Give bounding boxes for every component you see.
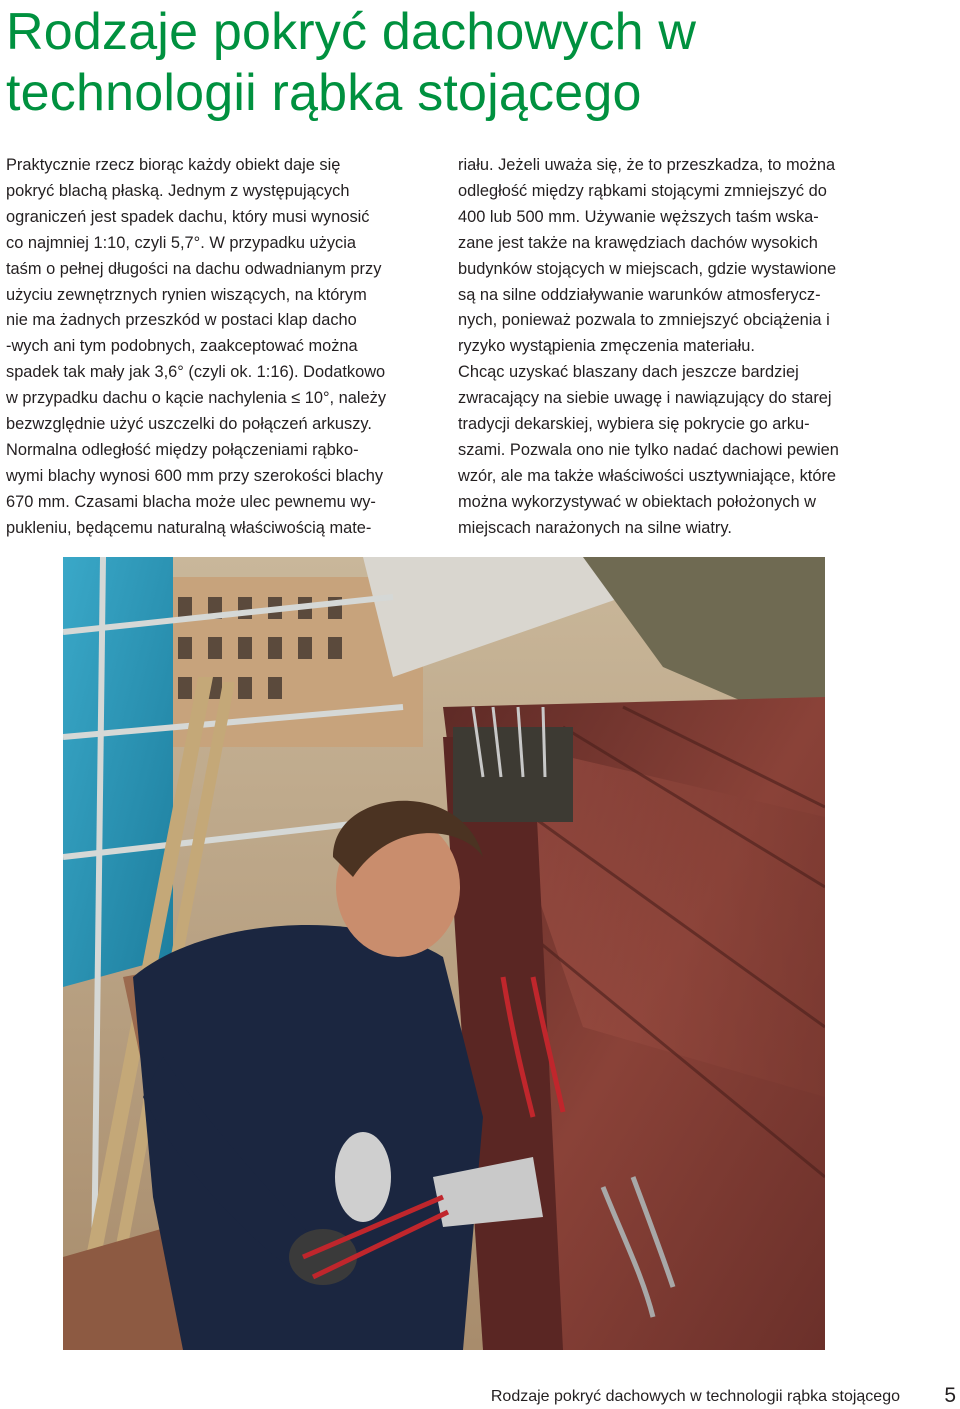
roofer-photo-illustration <box>63 557 825 1350</box>
page-number: 5 <box>944 1384 956 1407</box>
page-title: Rodzaje pokryć dachowych w technologii rąbka stojącego <box>6 3 697 122</box>
paragraph: Chcąc uzyskać blaszany dach jeszcze bardziej zwracający na siebie uwagę i nawiązujący do starej tradycji dekarskiej, wybiera się pokrycie go arku- szami. Pozwala ono nie tylko nadać dachowi pewien wzór, ale ma także właściwości usztywniające, które można wykorzystywać w obiektach położonych w miejscach narażonych na silne wiatry. <box>458 363 839 537</box>
text-column-left <box>6 153 436 542</box>
roofer-photo <box>63 557 825 1350</box>
paragraph: Praktycznie rzecz biorąc każdy obiekt daje się pokryć blachą płaską. Jednym z występujących ograniczeń jest spadek dachu, który musi wynosić co najmniej 1:10, czyli 5,7°. W przypadku użycia taśm o pełnej długości na dachu odwadnianym przy użyciu zewnętrznych rynien wiszących, na którym nie ma żadnych przeszkód w postaci klap dacho -wych ani tym podobnych, zaakceptować można spadek tak mały jak 3,6° (czyli ok. 1:16). Dodatkowo w przypadku dachu o kącie nachylenia ≤ 10°, należy bezwzględnie użyć uszczelki do połączeń arkuszy. <box>6 156 387 434</box>
paragraph: Normalna odległość między połączeniami rąbko- wymi blachy wynosi 600 mm przy szerokości blachy 670 mm. Czasami blacha może ulec pewnemu wy- pukleniu, będącemu naturalną właściwością mate- <box>6 440 384 537</box>
text-column-right <box>458 153 888 542</box>
running-footer: Rodzaje pokryć dachowych w technologii rąbka stojącego <box>490 1388 900 1405</box>
paragraph: riału. Jeżeli uważa się, że to przeszkadza, to można odległość między rąbkami stojącymi zmniejszyć do 400 lub 500 mm. Używanie węższych taśm wska- zane jest także na krawędziach dachów wysokich budynków stojących w miejscach, gdzie wystawione są na silne oddziaływanie warunków atmosferycz- nych, ponieważ pozwala to zmniejszyć obciążenia i ryzyko wystąpienia zmęczenia materiału. <box>458 156 837 356</box>
